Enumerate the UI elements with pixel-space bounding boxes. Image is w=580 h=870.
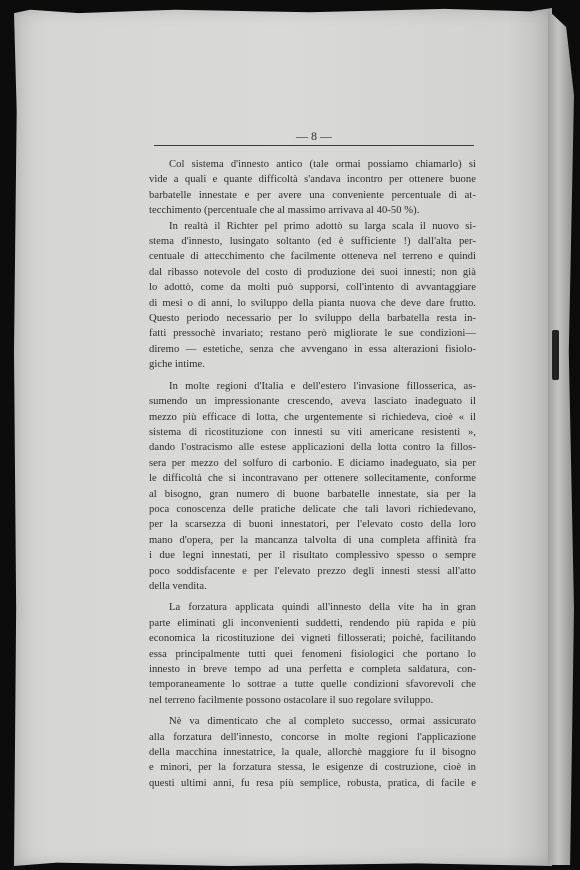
text-line: tecchimento (percentuale che al massimo arrivava al 40-50 %). bbox=[149, 205, 420, 217]
text-line: della macchina innestatrice, la quale, allorchè maggiore fu il bisogno bbox=[149, 747, 476, 759]
text-line: nel terreno facilmente possono ostacolare il suo regolare sviluppo. bbox=[149, 694, 434, 706]
next-page-edge bbox=[548, 10, 574, 865]
text-line: barbatelle innestate e per avere una conveniente percentuale di at- bbox=[149, 189, 476, 201]
binding-clip bbox=[552, 330, 559, 380]
text-line: essa principalmente tutti quei fenomeni fisiologici che portano lo bbox=[149, 648, 476, 660]
paragraph bbox=[149, 379, 476, 595]
text-line: Nè va dimenticato che al completo successo, ormai assicurato bbox=[169, 716, 476, 728]
body-text bbox=[149, 157, 476, 791]
text-line: i due legni innestati, per il risultato complessivo spesso o sempre bbox=[149, 550, 476, 562]
text-line: In realtà il Richter pel primo adottò su larga scala il nuovo si- bbox=[169, 220, 476, 232]
text-line: e minori, per la forzatura stessa, le esigenze di costruzione, cioè in bbox=[149, 762, 476, 774]
text-line: fatti pressochè invariato; restano però migliorate le sue condizioni— bbox=[149, 328, 476, 340]
text-line: dando l'ostracismo alle estese applicazioni della lotta contro la fillos- bbox=[149, 442, 476, 454]
text-line: mezzo più efficace di lotta, che urgentemente si richiedeva, cioè « il bbox=[149, 411, 476, 423]
text-line: di mesi o di anni, lo sviluppo della pianta nuova che deve dare frutto. bbox=[149, 297, 476, 309]
text-line: sera per mezzo del solfuro di carbonio. E diciamo inadeguato, sia per bbox=[149, 457, 476, 469]
text-line: lo adottò, come da molti può supporsi, coll'intento di avvantaggiare bbox=[149, 282, 476, 294]
text-line: economica la ricostituzione dei vigneti fillosserati; poichè, facilitando bbox=[149, 633, 476, 645]
text-line: parte eliminati gli inconvenienti suddetti, rendendo più rapida e più bbox=[149, 617, 476, 629]
text-line: diremo — estetiche, senza che avvengano in essa alterazioni fisiolo- bbox=[149, 343, 476, 355]
text-line: questi ultimi anni, fu resa più semplice, robusta, pratica, di facile e bbox=[149, 777, 476, 789]
text-line: sumendo un impressionante crescendo, aveva lasciato inadeguato il bbox=[149, 396, 476, 408]
text-line: centuale di attecchimento che facilmente otteneva nel terreno e quindi bbox=[149, 251, 476, 263]
text-line: per la scarsezza di buoni innestatori, per l'elevato costo della loro bbox=[149, 519, 476, 531]
text-line: alla forzatura dell'innesto, concorse in molte regioni l'applicazione bbox=[149, 731, 476, 743]
text-line: dal ribasso notevole del costo di produzione dei suoi innesti; non già bbox=[149, 266, 476, 278]
text-line: innesto in breve tempo ad una perfetta e completa saldatura, con- bbox=[149, 664, 476, 675]
text-line: vide a quali e quante difficoltà s'andava incontro per ottenere buone bbox=[149, 174, 476, 186]
text-line: mano d'opera, per la mancanza talvolta di una completa affinità fra bbox=[149, 534, 476, 546]
text-line: poca conoscenza delle pratiche delicate che tali lavori richiedevano, bbox=[149, 503, 476, 515]
text-line: Col sistema d'innesto antico (tale ormai possiamo chiamarlo) si bbox=[169, 159, 476, 170]
text-line: temporaneamente lo sottrae a tutte quelle condizioni sfavorevoli che bbox=[149, 679, 476, 691]
text-line: sistema di ricostituzione con innesti su viti americane resistenti », bbox=[149, 426, 476, 438]
text-line: stema d'innesto, lusingato soltanto (ed è sufficiente !) dall'alta per- bbox=[149, 236, 476, 248]
text-line: La forzatura applicata quindi all'innesto della vite ha in gran bbox=[169, 602, 476, 614]
text-line: giche intime. bbox=[149, 359, 205, 371]
paragraph bbox=[149, 600, 476, 708]
paragraph bbox=[149, 157, 476, 219]
text-line: le difficoltà che si incontravano per ottenere sollecitamente, conforme bbox=[149, 473, 476, 485]
text-line: Questo periodo necessario per lo sviluppo della barbatella resta in- bbox=[149, 313, 476, 325]
page-number-header: — 8 — bbox=[154, 129, 474, 146]
text-line: poco soddisfacente e per l'elevato prezzo degli innesti stessi all'atto bbox=[149, 565, 476, 577]
text-line: al bisogno, gran numero di buone barbatelle innestate, sia per la bbox=[149, 488, 476, 500]
paragraph bbox=[149, 714, 476, 791]
paragraph bbox=[149, 219, 476, 373]
text-line: In molte regioni d'Italia e dell'estero l'invasione fillosserica, as- bbox=[169, 380, 476, 392]
text-line: della vendita. bbox=[149, 580, 207, 592]
